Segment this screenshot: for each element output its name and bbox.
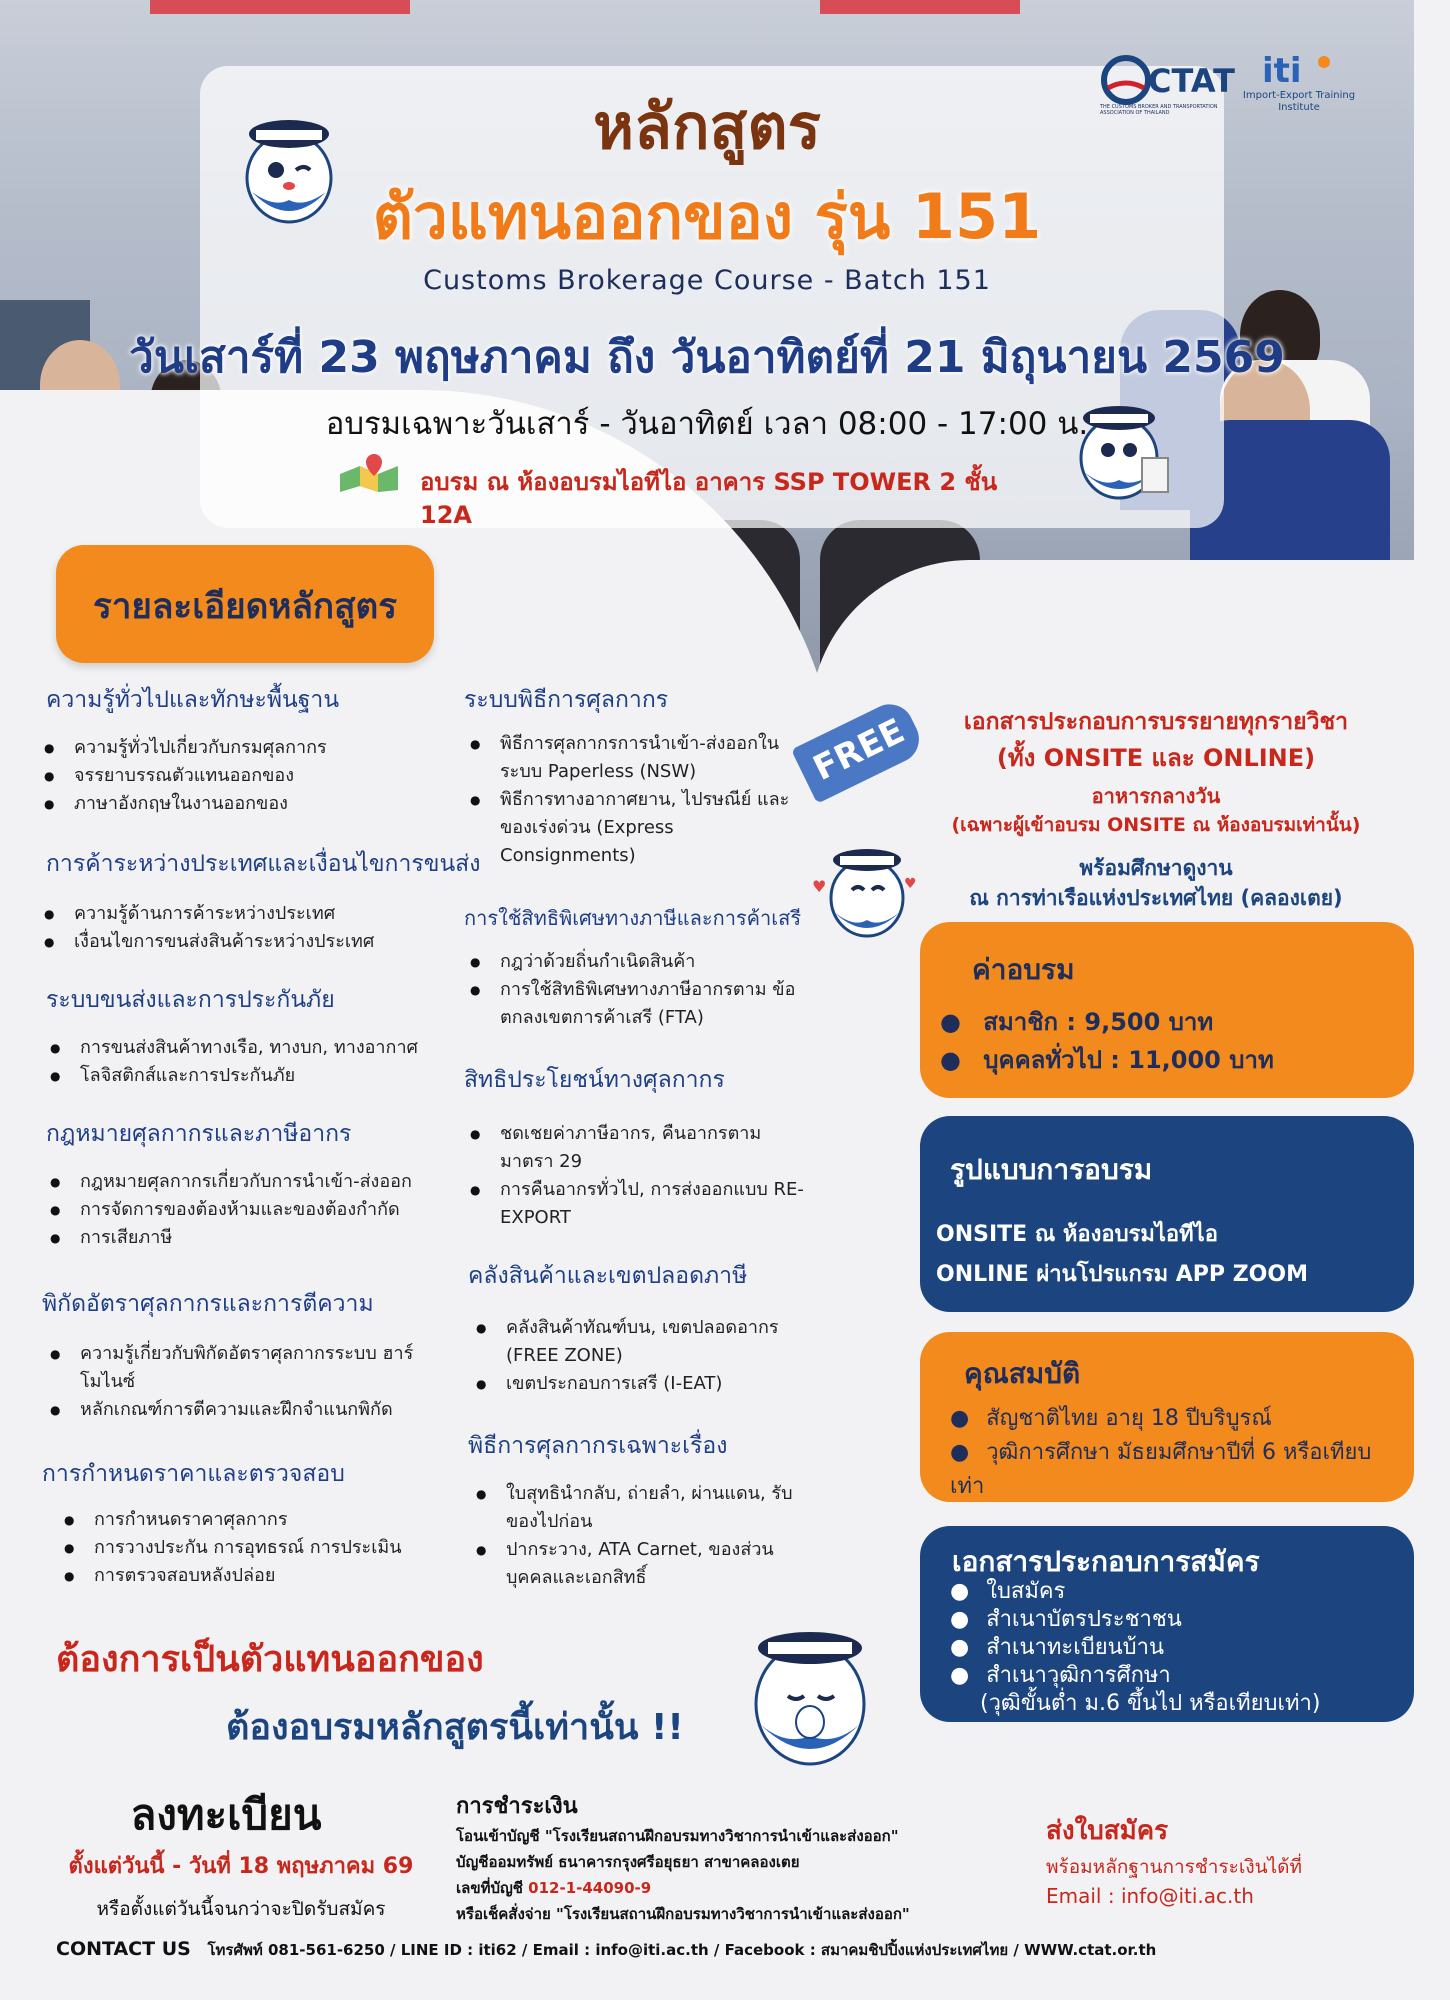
free-line-2: (ทั้ง ONSITE และ ONLINE) <box>996 744 1316 772</box>
free-line-6: ณ การท่าเรือแห่งประเทศไทย (คลองเตย) <box>969 886 1343 910</box>
documents-item: ● สำเนาทะเบียนบ้าน <box>950 1635 1164 1660</box>
list-item: ● การขนส่งสินค้าทางเรือ, ทางบก, ทางอากาศ <box>50 1034 450 1062</box>
contact-bar <box>56 1938 1156 1962</box>
section-title: การกำหนดราคาและตรวจสอบ <box>42 1461 345 1487</box>
svg-text:CTAT: CTAT <box>1148 62 1235 100</box>
list-item: ● การวางประกัน การอุทธรณ์ การประเมิน <box>64 1534 464 1562</box>
section-title: การค้าระหว่างประเทศและเงื่อนไขการขนส่ง <box>46 851 481 877</box>
send-line-1: พร้อมหลักฐานการชำระเงินได้ที่ <box>1046 1856 1303 1878</box>
section-list <box>476 1314 816 1398</box>
documents-note: (วุฒิขั้นต่ำ ม.6 ขึ้นไป หรือเทียบเท่า) <box>980 1691 1321 1716</box>
register-title: ลงทะเบียน <box>130 1790 322 1839</box>
fee-box <box>920 922 1414 1098</box>
list-item: ● การตรวจสอบหลังปล่อย <box>64 1562 464 1590</box>
list-item: ● โลจิสติกส์และการประกันภัย <box>50 1062 450 1090</box>
section-title: ความรู้ทั่วไปและทักษะพื้นฐาน <box>46 687 340 713</box>
list-item: ● การเสียภาษี <box>50 1224 470 1252</box>
documents-item: ● สำเนาวุฒิการศึกษา <box>950 1663 1171 1688</box>
details-heading: รายละเอียดหลักสูตร <box>92 587 398 627</box>
section-list <box>44 900 444 956</box>
register-deadline: ตั้งแต่วันนี้ - วันที่ 18 พฤษภาคม 69 <box>68 1854 414 1879</box>
send-email[interactable]: Email : info@iti.ac.th <box>1046 1884 1254 1908</box>
list-item: ● กฎหมายศุลกากรเกี่ยวกับการนำเข้า-ส่งออก <box>50 1168 470 1196</box>
iti-caption: Import-Export Training Institute <box>1242 90 1356 113</box>
format-onsite: ONSITE ณ ห้องอบรมไอทีไอ <box>936 1222 1218 1247</box>
format-title: รูปแบบการอบรม <box>950 1153 1153 1186</box>
date-range: วันเสาร์ที่ 23 พฤษภาคม ถึง วันอาทิตย์ที่ 21 มิถุนายน 2569 <box>129 332 1285 383</box>
mascot-bowing <box>730 1604 890 1774</box>
section-list <box>44 734 444 818</box>
schedule: อบรมเฉพาะวันเสาร์ - วันอาทิตย์ เวลา 08:00 - 17:00 น. <box>325 406 1089 442</box>
svg-text:♥: ♥ <box>812 877 827 896</box>
free-line-4: (เฉพาะผู้เข้าอบรม ONSITE ณ ห้องอบรมเท่านั้น) <box>951 814 1361 836</box>
list-item: ● ภาษาอังกฤษในงานออกของ <box>44 790 444 818</box>
list-item: ● หลักเกณฑ์การตีความและฝึกจำแนกพิกัด <box>50 1396 430 1424</box>
section-title: ระบบขนส่งและการประกันภัย <box>46 987 335 1013</box>
section-list <box>64 1506 464 1590</box>
documents-item: ● สำเนาบัตรประชาชน <box>950 1607 1182 1632</box>
section-title: การใช้สิทธิพิเศษทางภาษีและการค้าเสรี <box>464 906 802 930</box>
free-line-3: อาหารกลางวัน <box>1091 784 1221 808</box>
section-title: คลังสินค้าและเขตปลอดภาษี <box>468 1263 748 1289</box>
title-line-2: ตัวแทนออกของ รุ่น 151 <box>372 180 1042 253</box>
contact-label: CONTACT US <box>56 1938 191 1960</box>
qualification-title: คุณสมบัติ <box>964 1357 1081 1390</box>
contact-details: โทรศัพท์ 081-561-6250 / LINE ID : iti62 / Email : info@iti.ac.th / Facebook : สมาคมชิปปิ้งแห่งประเทศไทย / WWW.ctat.or.th <box>207 1941 1157 1959</box>
list-item: ● ความรู้ด้านการค้าระหว่างประเทศ <box>44 900 444 928</box>
documents-item: ● ใบสมัคร <box>950 1579 1066 1604</box>
list-item: ● เขตประกอบการเสรี (I-EAT) <box>476 1370 816 1398</box>
documents-box <box>920 1526 1414 1722</box>
list-item: ● ใบสุทธินำกลับ, ถ่ายลำ, ผ่านแดน, รับ ของไปก่อน <box>476 1480 816 1536</box>
section-list <box>50 1034 450 1090</box>
list-item: ● คลังสินค้าทัณฑ์บน, เขตปลอดอากร (FREE ZONE) <box>476 1314 816 1370</box>
section-title: สิทธิประโยชน์ทางศุลกากร <box>464 1067 725 1093</box>
list-item: ● ความรู้เกี่ยวกับพิกัดอัตราศุลกากรระบบ ฮาร์โมไนซ์ <box>50 1340 430 1396</box>
qualification-item: ● สัญชาติไทย อายุ 18 ปีบริบูรณ์ <box>950 1406 1272 1431</box>
list-item: ● พิธีการศุลกากรการนำเข้า-ส่งออกใน ระบบ Paperless (NSW) <box>470 730 810 786</box>
list-item: ● พิธีการทางอากาศยาน, ไปรษณีย์ และของเร่งด่วน (Express Consignments) <box>470 786 810 870</box>
list-item: ● จรรยาบรรณตัวแทนออกของ <box>44 762 444 790</box>
details-heading-pill <box>56 545 434 663</box>
section-list <box>470 1120 810 1232</box>
section-title: พิกัดอัตราศุลกากรและการตีความ <box>42 1291 374 1317</box>
free-line-1: เอกสารประกอบการบรรยายทุกรายวิชา <box>963 709 1349 735</box>
list-item: ● การจัดการของต้องห้ามและของต้องกำกัด <box>50 1196 470 1224</box>
venue: อบรม ณ ห้องอบรมไอทีไอ อาคาร SSP TOWER 2 ชั้น 12A <box>420 468 998 529</box>
send-title: ส่งใบสมัคร <box>1046 1816 1169 1846</box>
fee-general: ● บุคคลทั่วไป : 11,000 บาท <box>940 1046 1274 1074</box>
section-title: กฎหมายศุลกากรและภาษีอากร <box>46 1121 352 1147</box>
section-list <box>470 948 810 1032</box>
format-online: ONLINE ผ่านโปรแกรม APP ZOOM <box>936 1262 1308 1287</box>
account-number: 012-1-44090-9 <box>528 1879 652 1897</box>
format-box <box>920 1116 1414 1312</box>
list-item: ● การคืนอากรทั่วไป, การส่งออกแบบ RE-EXPORT <box>470 1176 810 1232</box>
section-title: ระบบพิธีการศุลกากร <box>464 687 669 713</box>
register-note: หรือตั้งแต่วันนี้จนกว่าจะปิดรับสมัคร <box>96 1898 386 1920</box>
list-item: ● ชดเชยค่าภาษีอากร, คืนอากรตาม มาตรา 29 <box>470 1120 810 1176</box>
payment-line-2: บัญชีออมทรัพย์ ธนาคารกรุงศรีอยุธยา สาขาคลองเตย <box>456 1853 800 1871</box>
ctat-caption: THE CUSTOMS BROKER AND TRANSPORTATION ASSOCIATION OF THAILAND <box>1100 104 1218 116</box>
section-list <box>50 1340 430 1424</box>
background-curve-right <box>810 560 1450 720</box>
fee-title: ค่าอบรม <box>972 953 1075 986</box>
list-item: ● เงื่อนไขการขนส่งสินค้าระหว่างประเทศ <box>44 928 444 956</box>
section-list <box>476 1480 816 1592</box>
section-list <box>50 1168 470 1252</box>
mascot-hearts <box>812 832 922 952</box>
subtitle-en: Customs Brokerage Course - Batch 151 <box>423 265 991 296</box>
svg-text:iti: iti <box>1262 51 1302 91</box>
payment-account: เลขที่บัญชี 012-1-44090-9 <box>456 1879 652 1897</box>
list-item: ● กฎว่าด้วยถิ่นกำเนิดสินค้า <box>470 948 810 976</box>
documents-list <box>950 1578 1320 1718</box>
list-item: ● การใช้สิทธิพิเศษทางภาษีอากรตาม ข้อตกลงเขตการค้าเสรี (FTA) <box>470 976 810 1032</box>
callout-line-2: ต้องอบรมหลักสูตรนี้เท่านั้น !! <box>226 1707 684 1748</box>
callout-line-1: ต้องการเป็นตัวแทนออกของ <box>56 1639 484 1680</box>
free-line-5: พร้อมศึกษาดูงาน <box>1079 856 1233 880</box>
list-item: ● การกำหนดราคาศุลกากร <box>64 1506 464 1534</box>
qualification-box <box>920 1332 1414 1502</box>
svg-text:♥: ♥ <box>904 876 917 892</box>
free-tag-label: FREE <box>807 711 911 789</box>
documents-title: เอกสารประกอบการสมัคร <box>952 1545 1260 1578</box>
map-pin-icon <box>338 452 400 492</box>
list-item: ● ความรู้ทั่วไปเกี่ยวกับกรมศุลกากร <box>44 734 444 762</box>
qualification-item: ● วุฒิการศึกษา มัธยมศึกษาปีที่ 6 หรือเทียบเท่า <box>950 1440 1372 1499</box>
list-item: ● ปากระวาง, ATA Carnet, ของส่วน บุคคลและเอกสิทธิ์ <box>476 1536 816 1592</box>
payment-line-1: โอนเข้าบัญชี "โรงเรียนสถานฝึกอบรมทางวิชาการนำเข้าและส่งออก" <box>456 1827 899 1845</box>
payment-title: การชำระเงิน <box>456 1794 578 1819</box>
section-title: พิธีการศุลกากรเฉพาะเรื่อง <box>468 1433 728 1459</box>
section-list <box>470 730 810 870</box>
title-line-1: หลักสูตร <box>593 90 821 163</box>
fee-member: ● สมาชิก : 9,500 บาท <box>940 1008 1214 1036</box>
payment-line-4: หรือเช็คสั่งจ่าย "โรงเรียนสถานฝึกอบรมทางวิชาการนำเข้าและส่งออก" <box>456 1905 910 1923</box>
